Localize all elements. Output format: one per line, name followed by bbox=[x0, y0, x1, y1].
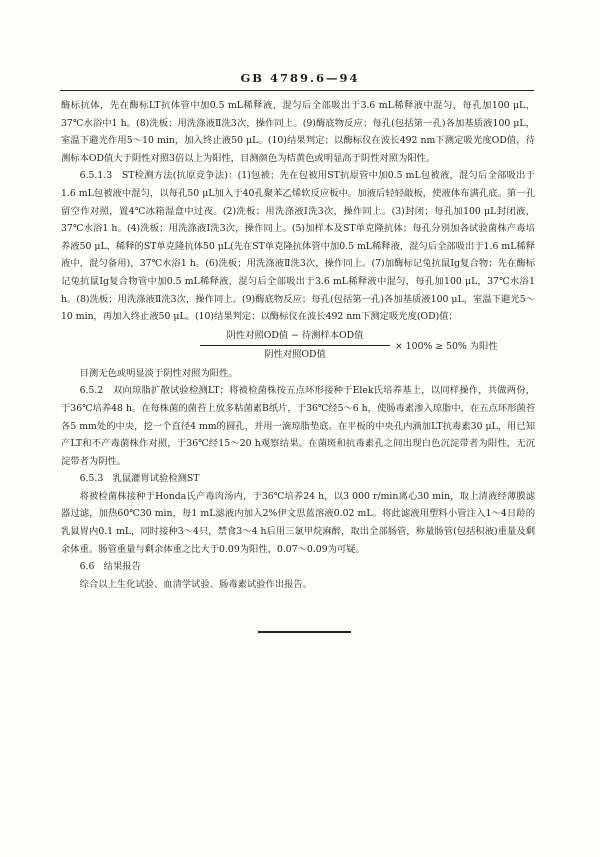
paragraph-lt-detection-end: 酶标抗体，先在酶标LT抗体管中加0.5 mL稀释液，混匀后全部吸出于3.6 mL稀释液中混匀，每孔加100 μL，37℃水浴中1 h。(8)洗板；用洗涤液Ⅱ洗3次，操作同上。(9)酶底物反应；每孔(包括第一孔)各加基质液100 μL，室温下避光作用5～10 min，加入终止液50 μL。(10)结果判定；以酶标仪在波长492 nm下测定吸光度OD值，待测标本OD值大于阴性对照3倍以上为阳性，目测颜色为桔黄色或明显高于阴性对照为阳性。 bbox=[61, 100, 535, 164]
document-body bbox=[61, 97, 535, 593]
formula-fraction bbox=[200, 329, 390, 362]
formula-numerator: 阴性对照OD值 − 待测样本OD值 bbox=[200, 329, 390, 346]
standard-code-header: GB 4789.6—94 bbox=[240, 71, 360, 85]
paragraph-suckling-mouse: 将被检菌株接种于Honda氏产毒肉汤内，于36℃培养24 h，以3 000 r/min离心30 min，取上清液经薄膜滤器过滤，加热60℃30 min，每1 mL滤液内加入2%伊文思蓝溶液0.02 mL。将此滤液用塑料小管注入1～4日龄的乳鼠胃内0.1 mL，同时接种3～4只，禁食3～4 h后用三氯甲烷麻醉，取出全部肠管，称量肠管(包括积液)重量及剩余体重。肠管重量与剩余体重之比大于0.09为阳性，0.07～0.09为可疑。 bbox=[61, 490, 535, 555]
formula-result: × 100% ≥ 50% 为阳性 bbox=[395, 340, 498, 352]
header-rule bbox=[60, 90, 534, 91]
result-formula bbox=[61, 327, 535, 365]
paragraph-agar-diffusion: 6.5.2 双向琼脂扩散试验检测LT；将被检菌株按五点环形接种于Elek氏培养基上，以同样操作，共做两份，于36℃培养48 h。在每株菌的菌苔上放多粘菌素B纸片，于36℃经5～6 h，使肠毒素渗入琼脂中，在五点环形菌苔各5 mm处的中央，挖一个直径4 mm的圆孔，并用一滴琼脂垫底。在平板的中央孔内滴加LT抗毒素30 μL，用已知产LT和不产毒菌株作对照，于36℃经15～20 h观察结果。在菌斑和抗毒素孔之间出现白色沉淀带者为阳性，无沉淀带者为阴性。 bbox=[61, 385, 536, 467]
paragraph-report: 综合以上生化试验、血清学试验、肠毒素试验作出报告。 bbox=[79, 578, 313, 590]
paragraph-st-detection: 6.5.1.3 ST检测方法(抗原竞争法)：(1)包被；先在包被用ST抗原管中加0.5 mL包被液，混匀后全部吸出于1.6 mL包被液中混匀，以每孔50 μL加入于40孔聚苯乙烯软反应板中。加液后轻轻敲板，使液体布满孔底。第一孔留空作对照，置4℃冰箱湿盒中过夜。(2)洗板；用洗涤液Ⅰ洗3次，操作同上。(3)封闭；每孔加100 μL封闭液，37℃水浴1 h。(4)洗板；用洗涤液Ⅰ洗3次，操作同上。(5)加样本及ST单克隆抗体；每孔分别加各试验菌株产毒培养液50 μL，稀释的ST单克隆抗体50 μL(先在ST单克隆抗体管中加0.5 mL稀释液，混匀后全部吸出于1.6 mL稀释液中，混匀备用)，37℃水浴1 h。(6)洗板；用洗涤液Ⅱ洗3次，操作同上。(7)加酶标记兔抗鼠Ig复合物；先在酶标记兔抗鼠Ig复合物管中加0.5 mL稀释液，混匀后全部吸出于3.6 mL稀释液中混匀，每孔加100 μL，37℃水浴1 h。(8)洗板；用洗涤液Ⅱ洗3次，操作同上。(9)酶底物反应；每孔(包括第一孔)各加基质液100 μL，室温下避光5～10 min，再加入终止液50 μL。(10)结果判定；以酶标仪在波长492 nm下测定吸光度(OD)值； bbox=[61, 170, 535, 323]
paragraph-visual-judgement: 目测无色或明显淡于阴性对照为阳性。 bbox=[79, 367, 238, 379]
end-rule bbox=[258, 631, 351, 633]
formula-denominator: 阴性对照OD值 bbox=[264, 348, 326, 360]
section-heading-suckling-mouse: 6.5.3 乳鼠灌胃试验检测ST bbox=[79, 473, 200, 485]
section-heading-report: 6.6 结果报告 bbox=[79, 561, 141, 573]
